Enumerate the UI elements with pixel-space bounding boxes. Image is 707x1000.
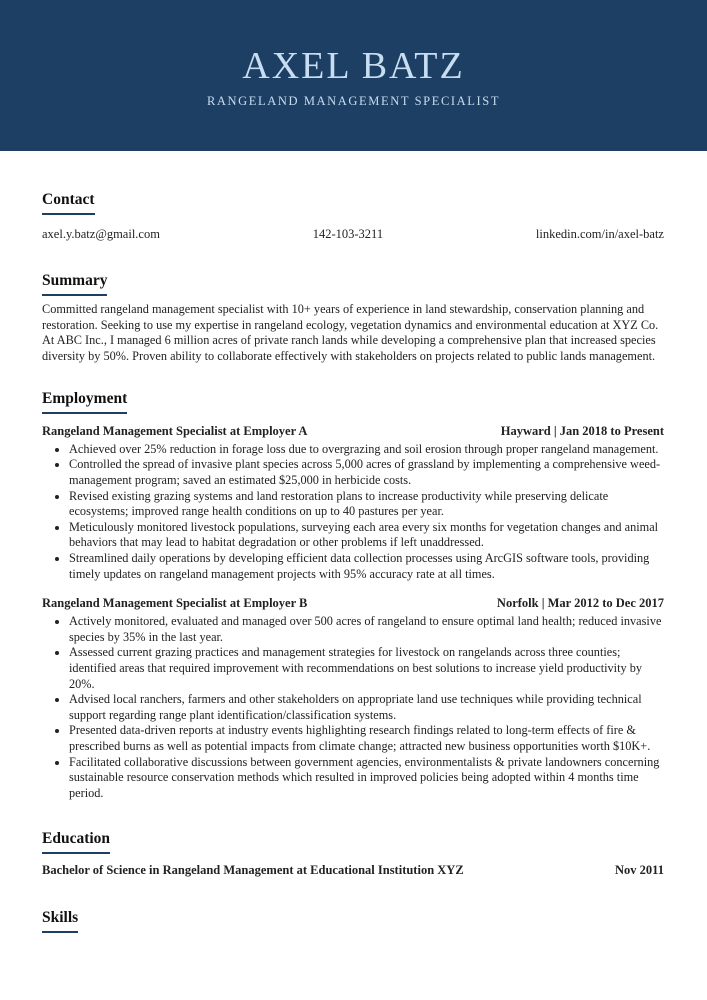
job-location-dates: Norfolk | Mar 2012 to Dec 2017 (496, 596, 664, 611)
job-entry (42, 423, 664, 582)
summary-heading: Summary (42, 271, 107, 296)
job-bullet: • Streamlined daily operations by developing efficient data collection processes using ArcGIS software tools, providing timely updates on rangeland management projects with 95% accuracy rate at all times. (69, 551, 664, 582)
job-bullet: • Meticulously monitored livestock populations, surveying each area every six months for vegetation changes and animal behaviors that may lead to habitat degradation or other problems if left unaddressed. (69, 520, 664, 551)
job-location-dates: Hayward | Jan 2018 to Present (500, 423, 664, 438)
resume-header (0, 0, 707, 151)
employment-heading: Employment (42, 389, 127, 414)
job-title: Rangeland Management Specialist at Employer B (42, 596, 308, 611)
job-bullets (42, 614, 664, 801)
job-bullet: • Controlled the spread of invasive plant species across 5,000 acres of grassland by implementing a comprehensive weed-management program; saved an estimated $25,000 in herbicide costs. (69, 457, 664, 488)
contact-phone[interactable]: 142-103-3211 (312, 227, 384, 241)
education-section (42, 829, 664, 878)
job-header (42, 595, 664, 611)
job-title: Rangeland Management Specialist at Employer A (42, 423, 308, 438)
summary-text: Committed rangeland management specialist with 10+ years of experience in land stewardship, conservation planning and restoration. Seeking to use my expertise in rangeland ecology, vegetation dynamics and environmental education at XYZ Co. At ABC Inc., I managed 6 million acres of private ranch lands while developing a comprehensive plan that increased species diversity by 50%. Proven ability to collaborate effectively with stakeholders on projects related to public lands management. (42, 302, 659, 364)
employment-section (42, 389, 664, 801)
education-heading: Education (42, 829, 110, 854)
skills-heading: Skills (42, 908, 78, 933)
job-bullet: • Presented data-driven reports at industry events highlighting research findings related to long-term effects of fire & prescribed burns as well as potential impacts from climate change; attracted new business opportunities worth $10K+. (69, 723, 664, 754)
resume-body (42, 190, 664, 933)
contact-row (42, 226, 664, 242)
job-bullet: • Revised existing grazing systems and land restoration plans to increase productivity while preserving delicate ecosystems; improved range health conditions on up to 40 pastures per year. (69, 489, 664, 520)
job-bullets (42, 442, 664, 582)
job-header (42, 423, 664, 439)
contact-email[interactable]: axel.y.batz@gmail.com (42, 227, 160, 241)
job-bullet: • Achieved over 25% reduction in forage loss due to overgrazing and soil erosion through proper rangeland management. (69, 442, 664, 458)
candidate-title: RANGELAND MANAGEMENT SPECIALIST (206, 94, 501, 108)
skills-section (42, 908, 664, 933)
job-bullet: • Assessed current grazing practices and management strategies for livestock on rangelands across three counties; identified areas that required improvement with recommendations on best solutions to increase yield productivity by 20%. (69, 645, 664, 692)
job-bullet: • Actively monitored, evaluated and managed over 500 acres of rangeland to ensure optimal land health; reduced invasive species by 35% in the last year. (69, 614, 664, 645)
contact-section (42, 190, 664, 242)
candidate-name: AXEL BATZ (242, 45, 465, 87)
education-entry (42, 862, 664, 878)
summary-section (42, 271, 664, 365)
contact-linkedin[interactable]: linkedin.com/in/axel-batz (535, 227, 664, 241)
job-bullet: • Advised local ranchers, farmers and other stakeholders on appropriate land use techniques while providing technical support regarding range plant identification/classification systems. (69, 692, 664, 723)
education-degree: Bachelor of Science in Rangeland Management at Educational Institution XYZ (42, 863, 464, 878)
job-bullet: • Facilitated collaborative discussions between government agencies, environmentalists & private landowners concerning sustainable resource conservation methods which resulted in improved policies being adopted within 4 months time period. (69, 755, 664, 802)
education-date: Nov 2011 (615, 863, 664, 878)
contact-heading: Contact (42, 190, 95, 215)
job-entry (42, 595, 664, 801)
